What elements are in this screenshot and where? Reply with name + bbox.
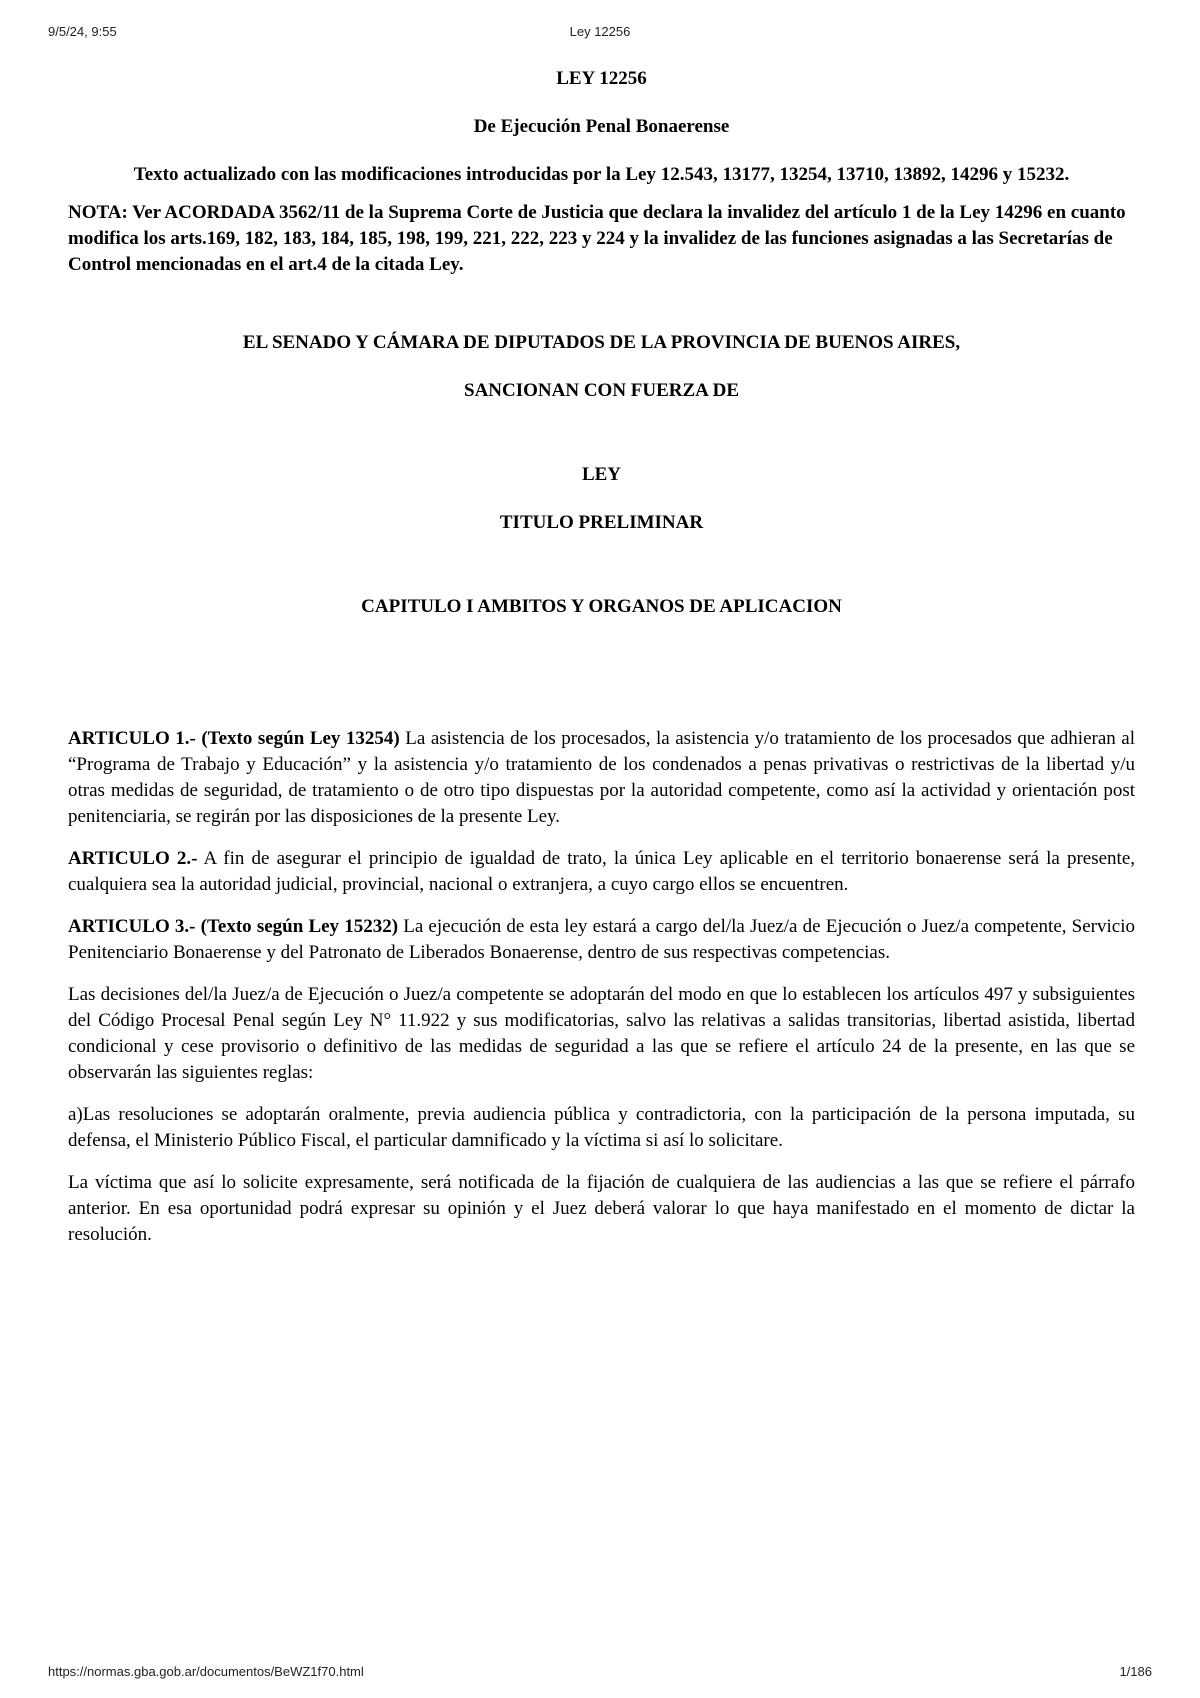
capitulo-heading: CAPITULO I AMBITOS Y ORGANOS DE APLICACION — [361, 596, 842, 617]
print-url: https://normas.gba.gob.ar/documentos/BeWZ1f70.html — [48, 1664, 364, 1679]
article-3-text: La ejecución de esta ley estará a cargo del/la Juez/a de Ejecución o Juez/a competente, Servicio Penitenciario Bonaerense y del Patronato de Liberados Bonaerense, dentro de sus respectivas competencias. — [68, 916, 1135, 963]
enactment-line-1: EL SENADO Y CÁMARA DE DIPUTADOS DE LA PROVINCIA DE BUENOS AIRES, — [242, 332, 961, 353]
law-subtitle: De Ejecución Penal Bonaerense — [473, 116, 730, 137]
law-title: LEY 12256 — [556, 68, 647, 89]
article-1-label: ARTICULO 1.- (Texto según Ley 13254) — [68, 728, 400, 749]
article-3-paragraph-4: La víctima que así lo solicite expresamente, será notificada de la fijación de cualquiera de las audiencias a las que se refiere el párrafo anterior. En esa oportunidad podrá expresar su opinión y el Juez deberá valorar lo que haya manifestado en el momento de dictar la resolución. — [68, 1172, 1135, 1245]
titulo-heading: TITULO PRELIMINAR — [499, 512, 704, 533]
article-3-label: ARTICULO 3.- (Texto según Ley 15232) — [68, 916, 399, 937]
print-footer — [48, 1664, 1152, 1684]
article-1-text: La asistencia de los procesados, la asistencia y/o tratamiento de los procesados que adhieran al “Programa de Trabajo y Educación” y la asistencia y/o tratamiento de los condenados a penas privativas o restrictivas de la libertad y/u otras medidas de seguridad, de tratamiento o de otro tipo dispuestas por la autoridad competente, como así la actividad y orientación post penitenciaria, se regirán por las disposiciones de la presente Ley. — [68, 728, 1135, 827]
document-body — [68, 66, 1135, 1248]
nota-paragraph: NOTA: Ver ACORDADA 3562/11 de la Suprema Corte de Justicia que declara la invalidez del artículo 1 de la Ley 14296 en cuanto modifica los arts.169, 182, 183, 184, 185, 198, 199, 221, 222, 223 y 224 y la invalidez de las funciones asignadas a las Secretarías de Control mencionadas en el art.4 de la citada Ley. — [68, 202, 1126, 275]
article-3 — [68, 914, 1135, 966]
print-title: Ley 12256 — [569, 24, 631, 39]
print-datetime: 9/5/24, 9:55 — [48, 24, 117, 39]
article-2 — [68, 846, 1135, 898]
print-page-number: 1/186 — [1119, 1664, 1152, 1679]
ley-heading: LEY — [581, 464, 622, 485]
article-3-paragraph-3: a)Las resoluciones se adoptarán oralmente, previa audiencia pública y contradictoria, con la participación de la persona imputada, su defensa, el Ministerio Público Fiscal, el particular damnificado y la víctima si así lo solicitare. — [68, 1104, 1135, 1151]
update-note: Texto actualizado con las modificaciones introducidas por la Ley 12.543, 13177, 13254, 13710, 13892, 14296 y 15232. — [133, 164, 1070, 185]
article-2-text: A fin de asegurar el principio de igualdad de trato, la única Ley aplicable en el territorio bonaerense será la presente, cualquiera sea la autoridad judicial, provincial, nacional o extranjera, a cuyo cargo ellos se encuentren. — [68, 848, 1136, 895]
article-3-paragraph-2: Las decisiones del/la Juez/a de Ejecución o Juez/a competente se adoptarán del modo en que lo establecen los artículos 497 y subsiguientes del Código Procesal Penal según Ley N° 11.922 y sus modificatorias, salvo las relativas a salidas transitorias, libertad asistida, libertad condicional y cese provisorio o definitivo de las medidas de seguridad a las que se refiere el artículo 24 de la presente, en las que se observarán las siguientes reglas: — [68, 984, 1135, 1083]
article-1 — [68, 726, 1135, 830]
enactment-line-2: SANCIONAN CON FUERZA DE — [464, 380, 739, 401]
article-2-label: ARTICULO 2.- — [68, 848, 198, 869]
print-header — [48, 24, 1152, 44]
